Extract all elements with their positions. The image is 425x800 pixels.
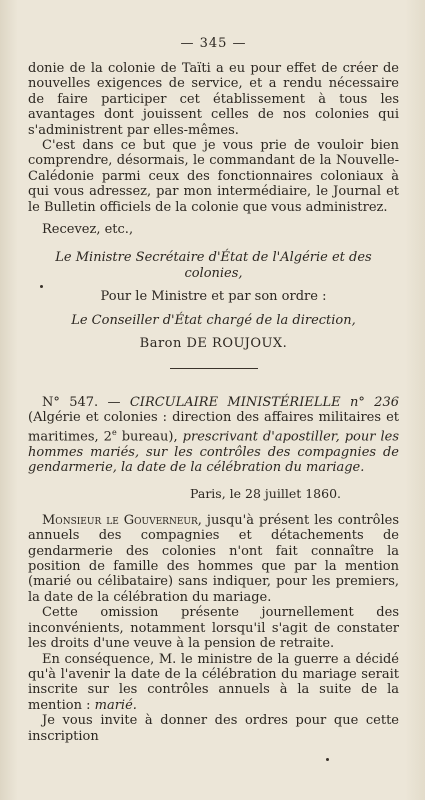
body-paragraph-3: [28, 652, 399, 714]
superscript: e: [111, 428, 117, 438]
circular-date: Paris, le 28 juillet 1860.: [190, 485, 341, 501]
body-italic-mention: marié.: [94, 697, 137, 713]
circular-scope: (Algérie et colonies : direction des affaires militaires et maritimes, 2: [28, 409, 399, 445]
circular-reference: n° 236: [349, 394, 399, 410]
paragraph-request: C'est dans ce but que je vous prie de vouloir bien comprendre, désormais, le commandant de la Nouvelle-Calédonie parmi ceux des fonctionnaires coloniaux à qui vous adressez, par mon intermédiaire, le Journal et le Bulletin officiels de la colonie que vous administrez.: [28, 138, 399, 215]
body-text-3: En conséquence, M. le ministre de la guerre a décidé qu'à l'avenir la date de la célébration du mariage serait inscrite sur les contrôles annuels à la suite de la mention :: [28, 651, 399, 713]
circular-number: N° 547. —: [42, 394, 121, 410]
section-divider: [170, 368, 258, 369]
paragraph-continuation: donie de la colonie de Taïti a eu pour effet de créer de nouvelles exigences de service, et a rendu nécessaire de faire participer cet établissement à tous les avantages dont jouissent celles de nos colonies qui s'administrent par elles-mêmes.: [28, 61, 399, 138]
ink-speck: [326, 758, 329, 761]
signature-order: Pour le Ministre et par son ordre :: [100, 289, 327, 305]
circular-bureau: bureau),: [116, 429, 178, 445]
body-paragraph-1: [28, 513, 399, 605]
closing-formula: Recevez, etc.,: [42, 222, 134, 238]
salutation: Monsieur le Gouverneur,: [42, 512, 202, 528]
body-paragraph-2: Cette omission présente journellement des inconvénients, notamment lorsqu'il s'agit de constater les droits d'une veuve à la pension de retraite.: [28, 605, 399, 652]
ink-speck: [40, 285, 43, 288]
body-text-1: jusqu'à présent les contrôles annuels des compagnies et détachements de gendarmerie des colonies n'ont fait connaître la position de famille des hommes que par la mention (marié ou célibataire) sans indiquer, pour les premiers, la date de la célébration du mariage.: [28, 512, 399, 605]
signature-name: Baron DE ROUJOUX.: [139, 336, 288, 352]
circular-title: CIRCULAIRE MINISTÉRIELLE: [129, 394, 341, 410]
circular-heading: [28, 395, 399, 476]
page-number: — 345 —: [180, 36, 247, 51]
signature-minister: Le Ministre Secrétaire d'État de l'Algérie et des colonies,: [55, 250, 372, 281]
signature-counselor: Le Conseiller d'État chargé de la direction,: [71, 312, 356, 328]
body-paragraph-4: Je vous invite à donner des ordres pour que cette inscription: [28, 713, 399, 744]
circular-subject: prescrivant d'apostiller, pour les hommes mariés, sur les contrôles des compagnies de gendarmerie, la date de la célébration du mariage.: [28, 429, 400, 476]
